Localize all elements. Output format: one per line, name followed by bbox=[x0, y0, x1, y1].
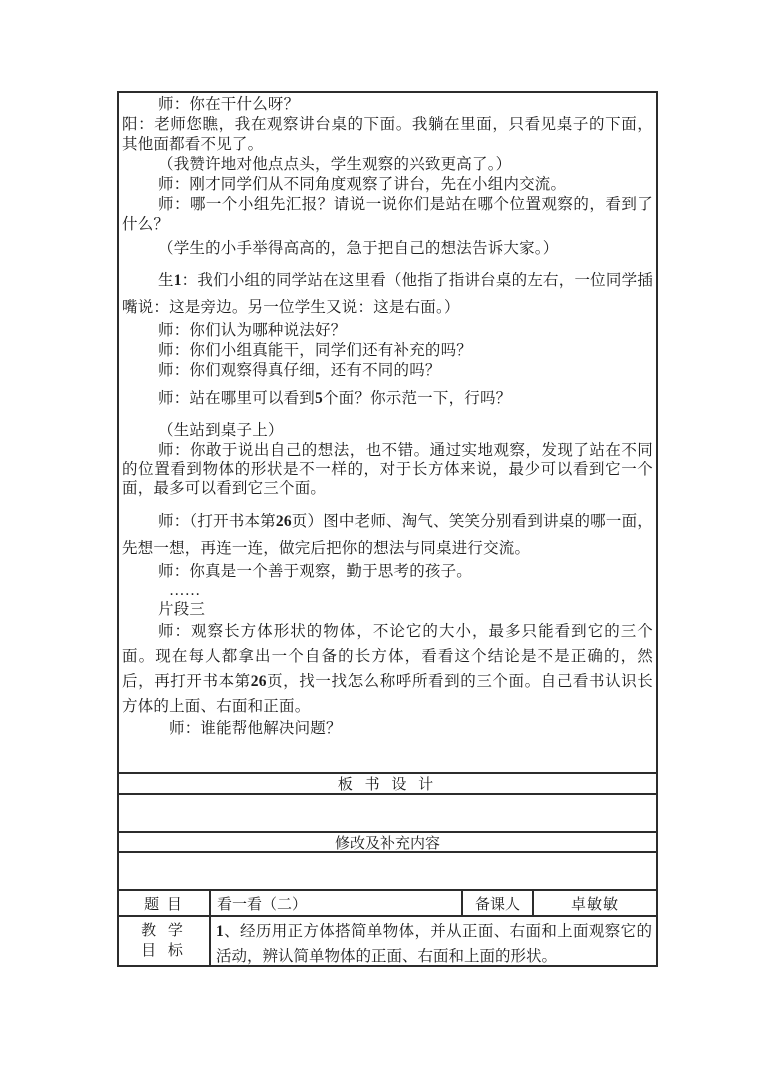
board-design-header bbox=[119, 772, 656, 793]
paragraph: 师：你们小组真能干，同学们还有补充的吗？ bbox=[158, 342, 473, 359]
paragraph: 师：你们观察得真仔细，还有不同的吗？ bbox=[158, 362, 441, 379]
transcript-cell bbox=[119, 93, 656, 772]
board-design-area bbox=[119, 793, 656, 831]
paragraph: 师：观察长方体形状的物体，不论它的大小，最多只能看到它的三个面。现在每人都拿出一个自备的长方体，看看这个结论是不是正确的，然后，再打开书本第26页，找一找怎么称呼所看到的三个面。自己看书认识长方体的上面、右面和正面。 bbox=[122, 623, 653, 715]
paragraph: （我赞许地对他点点头，学生观察的兴致更高了。） bbox=[158, 156, 512, 173]
paragraph: 师：你真是一个善于观察，勤于思考的孩子。 bbox=[158, 563, 473, 580]
paragraph: 师：你在干什么呀？ bbox=[158, 96, 300, 113]
paragraph: 生1：我们小组的同学站在这里看（他指了指讲台桌的左右，一位同学插嘴说：这是旁边。另一位学生又说：这是右面。） bbox=[122, 272, 653, 316]
goal-label-line1: 教 学 bbox=[141, 923, 187, 939]
lesson-plan-table bbox=[117, 91, 658, 967]
paragraph: …… bbox=[169, 582, 201, 599]
paragraph: 师：你们认为哪种说法好？ bbox=[158, 322, 347, 339]
paragraph: （学生的小手举得高高的，急于把自己的想法告诉大家。） bbox=[158, 240, 559, 257]
revision-area bbox=[119, 851, 656, 889]
title-row bbox=[119, 889, 656, 915]
revision-header bbox=[119, 831, 656, 851]
paragraph: （生站到桌子上） bbox=[158, 422, 284, 439]
preparer-value-cell: 卓敏敏 bbox=[532, 891, 656, 915]
paragraph: 师：谁能帮他解决问题？ bbox=[169, 720, 342, 737]
paragraph: 师：刚才同学们从不同角度观察了讲台，先在小组内交流。 bbox=[158, 176, 567, 193]
board-design-title: 板 书 设 计 bbox=[337, 777, 438, 793]
title-value-cell: 看一看（二） bbox=[209, 891, 461, 915]
paragraph: 师：哪一个小组先汇报？请说一说你们是站在哪个位置观察的，看到了什么？ bbox=[122, 196, 653, 233]
preparer-label-cell: 备课人 bbox=[461, 891, 532, 915]
paragraph: 师：站在哪里可以看到5个面？你示范一下，行吗？ bbox=[158, 390, 512, 407]
paragraph: 师：你敢于说出自己的想法，也不错。通过实地观察，发现了站在不同的位置看到物体的形状是不一样的，对于长方体来说，最少可以看到它一个面，最多可以看到它三个面。 bbox=[122, 442, 653, 497]
paragraph: 师：（打开书本第26页）图中老师、淘气、笑笑分别看到讲桌的哪一面，先想一想，再连一连，做完后把你的想法与同桌进行交流。 bbox=[122, 513, 653, 557]
title-label-cell: 题 目 bbox=[144, 896, 184, 913]
teaching-goal-label-cell bbox=[119, 917, 209, 965]
goal-label-line2: 目 标 bbox=[141, 943, 187, 959]
teaching-goal-text-cell: 1、经历用正方体搭简单物体，并从正面、右面和上面观察它的活动，辨认简单物体的正面、右面和上面的形状。 bbox=[209, 917, 656, 965]
paragraph: 片段三 bbox=[158, 601, 206, 618]
revision-title: 修改及补充内容 bbox=[334, 835, 440, 852]
paragraph: 阳：老师您瞧，我在观察讲台桌的下面。我躺在里面，只看见桌子的下面，其他面都看不见了。 bbox=[122, 116, 653, 153]
teaching-goal-row bbox=[119, 915, 656, 965]
transcript bbox=[122, 95, 653, 739]
